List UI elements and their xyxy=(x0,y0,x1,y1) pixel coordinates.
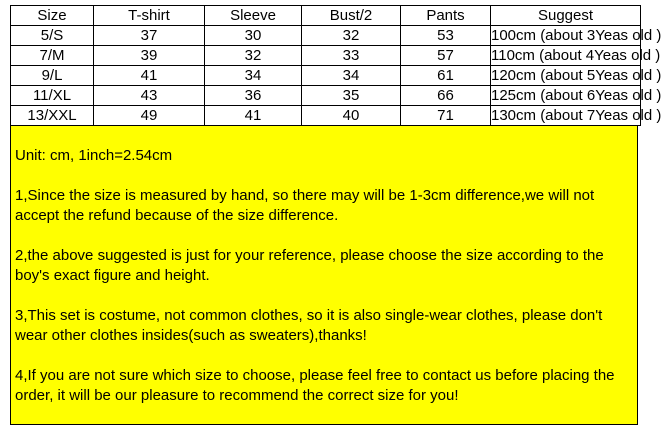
cell-sleeve: 36 xyxy=(205,86,302,106)
cell-size: 7/M xyxy=(11,46,94,66)
table-row xyxy=(11,46,641,66)
cell-suggest: 125cm (about 6Yeas old ) xyxy=(491,87,661,104)
cell-bust: 40 xyxy=(302,106,401,126)
cell-pants: 71 xyxy=(401,106,491,126)
cell-suggest: 110cm (about 4Yeas old ) xyxy=(491,47,661,64)
header-tshirt: T-shirt xyxy=(94,6,205,26)
header-suggest: Suggest xyxy=(491,6,641,26)
cell-size: 11/XL xyxy=(11,86,94,106)
table-row xyxy=(11,26,641,46)
table-header-row xyxy=(11,6,641,26)
cell-pants: 53 xyxy=(401,26,491,46)
cell-pants: 57 xyxy=(401,46,491,66)
cell-bust: 32 xyxy=(302,26,401,46)
table-row xyxy=(11,106,641,126)
cell-sleeve: 30 xyxy=(205,26,302,46)
cell-tshirt: 43 xyxy=(94,86,205,106)
cell-sleeve: 32 xyxy=(205,46,302,66)
cell-size: 13/XXL xyxy=(11,106,94,126)
note-item-2: 2,the above suggested is just for your reference, please choose the size according to the boy's exact figure and height. xyxy=(15,247,604,284)
cell-suggest: 130cm (about 7Yeas old ) xyxy=(491,107,661,124)
cell-tshirt: 41 xyxy=(94,66,205,86)
cell-size: 5/S xyxy=(11,26,94,46)
header-bust: Bust/2 xyxy=(302,6,401,26)
cell-pants: 61 xyxy=(401,66,491,86)
unit-note: Unit: cm, 1inch=2.54cm xyxy=(15,147,173,164)
cell-suggest: 120cm (about 5Yeas old ) xyxy=(491,67,661,84)
cell-pants: 66 xyxy=(401,86,491,106)
cell-suggest: 100cm (about 3Yeas old ) xyxy=(491,27,661,44)
size-table xyxy=(10,5,661,126)
cell-size: 9/L xyxy=(11,66,94,86)
header-size: Size xyxy=(11,6,94,26)
cell-sleeve: 41 xyxy=(205,106,302,126)
header-sleeve: Sleeve xyxy=(205,6,302,26)
cell-tshirt: 49 xyxy=(94,106,205,126)
note-item-1: 1,Since the size is measured by hand, so there may will be 1-3cm difference,we will not accept the refund because of the size difference. xyxy=(15,187,595,224)
cell-tshirt: 37 xyxy=(94,26,205,46)
notes-box xyxy=(10,125,638,425)
cell-tshirt: 39 xyxy=(94,46,205,66)
cell-bust: 33 xyxy=(302,46,401,66)
note-item-3: 3,This set is costume, not common clothes, so it is also single-wear clothes, please don't wear other clothes insides(such as sweaters),thanks! xyxy=(15,307,603,344)
cell-bust: 34 xyxy=(302,66,401,86)
cell-bust: 35 xyxy=(302,86,401,106)
header-pants: Pants xyxy=(401,6,491,26)
table-row xyxy=(11,66,641,86)
table-row xyxy=(11,86,641,106)
note-item-4: 4,If you are not sure which size to choose, please feel free to contact us before placing the order, it will be our pleasure to recommend the correct size for you! xyxy=(15,367,615,404)
cell-sleeve: 34 xyxy=(205,66,302,86)
